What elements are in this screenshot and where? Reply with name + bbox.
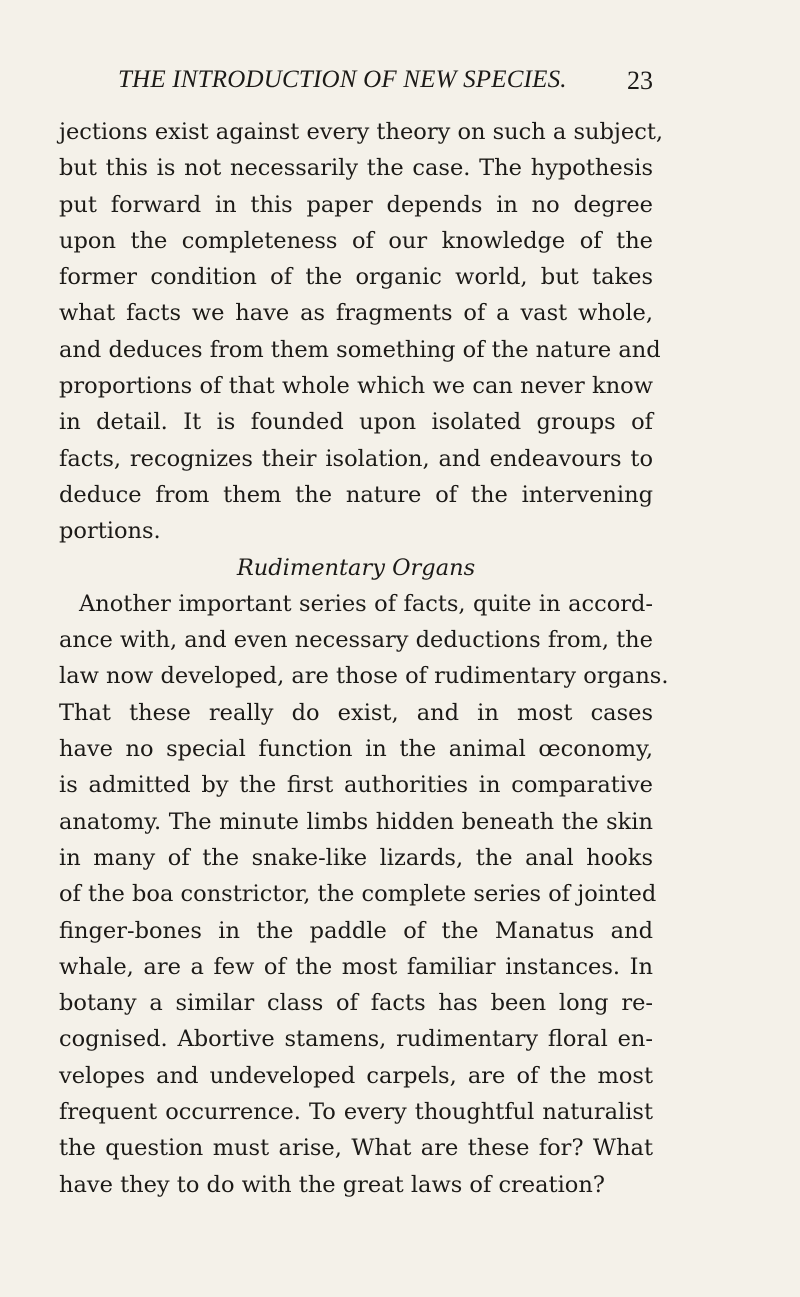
running-head: [118, 66, 653, 100]
text-line: is admitted by the first authorities in comparative: [59, 772, 653, 799]
text-line: deduce from them the nature of the intervening: [59, 481, 653, 508]
text-line: Another important series of facts, quite in accord-: [79, 590, 653, 617]
text-line: the question must arise, What are these for? What: [59, 1135, 653, 1162]
text-line: finger-bones in the paddle of the Manatus and: [59, 917, 653, 944]
paragraph-continuation: [59, 114, 664, 550]
text-line: law now developed, are those of rudimentary organs.: [59, 663, 669, 690]
text-line: anatomy. The minute limbs hidden beneath the skin: [59, 808, 653, 835]
text-line: have they to do with the great laws of creation?: [59, 1171, 605, 1198]
text-line: portions.: [59, 518, 161, 545]
text-line: former condition of the organic world, but takes: [59, 264, 653, 291]
text-line: upon the completeness of our knowledge of the: [59, 227, 653, 254]
text-line: proportions of that whole which we can never know: [59, 373, 653, 400]
text-line: whale, are a few of the most familiar instances. In: [59, 953, 653, 980]
section-heading: Rudimentary Organs: [236, 554, 476, 581]
text-line: That these really do exist, and in most cases: [59, 699, 653, 726]
text-line: velopes and undeveloped carpels, are of the most: [59, 1062, 653, 1089]
text-line: in detail. It is founded upon isolated groups of: [59, 409, 653, 436]
text-line: cognised. Abortive stamens, rudimentary floral en-: [59, 1026, 653, 1053]
text-line: jections exist against every theory on such a subject,: [59, 119, 664, 145]
text-line: and deduces from them something of the nature and: [59, 336, 661, 363]
text-line: what facts we have as fragments of a vast whole,: [59, 300, 653, 327]
text-line: have no special function in the animal œconomy,: [59, 736, 653, 763]
body-text: [59, 114, 669, 1203]
text-line: but this is not necessarily the case. The hypothesis: [59, 155, 653, 182]
paragraph-rudimentary-organs: [59, 586, 669, 1203]
text-line: ance with, and even necessary deductions from, the: [59, 627, 653, 654]
text-line: facts, recognizes their isolation, and endeavours to: [59, 445, 653, 472]
text-line: in many of the snake-like lizards, the anal hooks: [59, 844, 653, 871]
text-line: botany a similar class of facts has been long re-: [59, 990, 653, 1017]
text-line: frequent occurrence. To every thoughtful naturalist: [59, 1099, 653, 1126]
page-number: 23: [627, 66, 653, 95]
text-line: of the boa constrictor, the complete series of jointed: [59, 881, 657, 908]
text-line: put forward in this paper depends in no degree: [59, 191, 653, 218]
running-head-title: THE INTRODUCTION OF NEW SPECIES.: [118, 66, 567, 93]
